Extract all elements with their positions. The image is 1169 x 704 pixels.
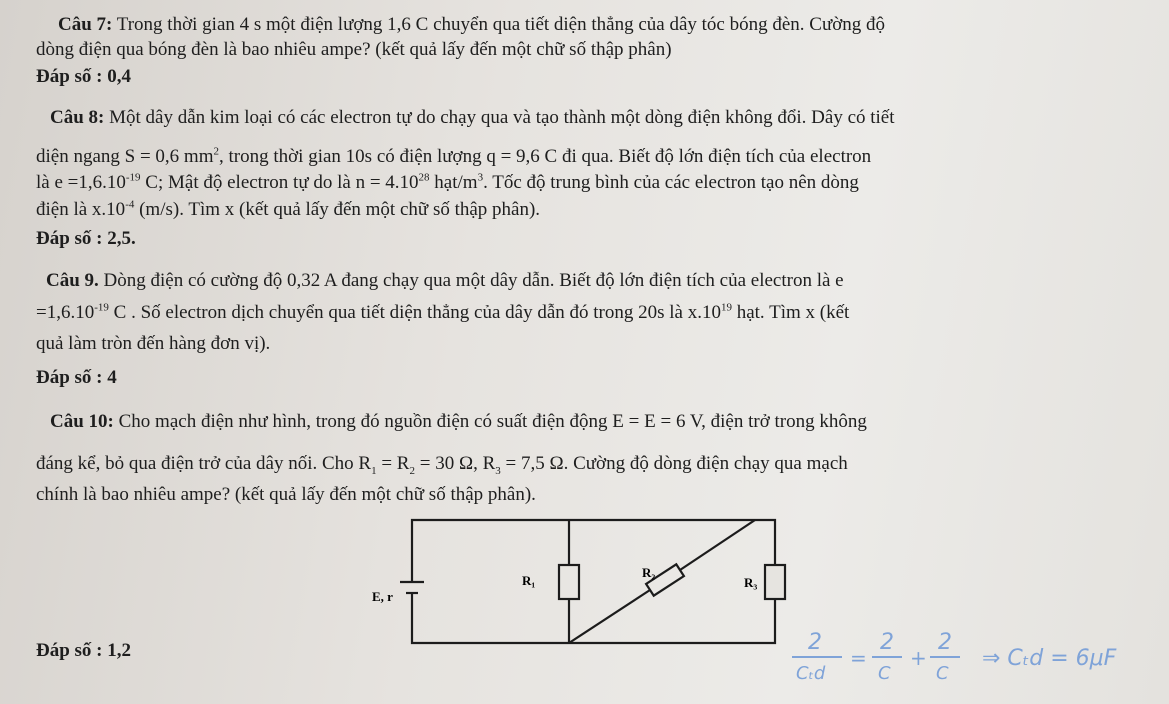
r2-wire-right (680, 520, 755, 570)
q8-line-1 (50, 107, 895, 129)
q7-text-1: Trong thời gian 4 s một điện lượng 1,6 C chuyển qua tiết diện thẳng của dây tóc bóng đèn. Cường độ (116, 14, 886, 35)
source-label: E, r (372, 589, 393, 604)
q8-label: Câu 8: (50, 107, 105, 128)
hand-den-1: Cₜd (796, 663, 826, 684)
q8-exp-e: -19 (125, 171, 141, 184)
q10-text-2d: = 7,5 Ω. Cường độ dòng điện chạy qua mạch (500, 453, 848, 474)
handwritten-notes (790, 625, 1169, 704)
q8-exp-v: -4 (125, 198, 135, 211)
circuit-wire-outer (412, 520, 775, 643)
r1-label: R₁ (522, 573, 536, 588)
q10-text-3: chính là bao nhiêu ampe? (kết quả lấy đến một chữ số thập phân). (36, 484, 536, 505)
q9-text-1: Dòng điện có cường độ 0,32 A đang chạy qua một dây dẫn. Biết độ lớn điện tích của electron là e (103, 270, 844, 291)
q8-text-4a: điện là x.10 (36, 199, 126, 220)
q8-line-3 (36, 172, 859, 194)
q9-answer: Đáp số : 4 (36, 367, 117, 388)
hand-num-2: 2 (880, 630, 894, 655)
q9-label: Câu 9. (46, 270, 99, 291)
q8-text-2a: diện ngang S = 0,6 mm (36, 146, 214, 167)
q7-text-2: dòng điện qua bóng đèn là bao nhiêu ampe? (kết quả lấy đến một chữ số thập phân) (36, 39, 672, 60)
r2-wire-left (569, 590, 650, 643)
q8-text-3c: hạt/m (429, 172, 478, 193)
q9-text-2c: hạt. Tìm x (kết (731, 302, 850, 323)
q10-sub-1: 1 (371, 464, 377, 477)
q9-line-2 (36, 302, 849, 324)
r3-label: R₃ (744, 575, 758, 590)
q10-line-1 (50, 411, 867, 433)
q7-label: Câu 7: (58, 14, 113, 35)
hand-den-3: C (936, 663, 949, 684)
q10-line-3 (36, 484, 536, 506)
circuit-diagram (360, 515, 800, 655)
q8-line-4 (36, 199, 540, 221)
hand-num-3: 2 (938, 630, 952, 655)
q10-text-1: Cho mạch điện như hình, trong đó nguồn điện có suất điện động E = E = 6 V, điện trở trong không (118, 411, 867, 432)
q9-exp-x: 19 (720, 301, 732, 314)
q8-exp-n: 28 (418, 171, 430, 184)
q7-line-2 (36, 39, 672, 61)
r1-resistor (559, 565, 579, 599)
q10-label: Câu 10: (50, 411, 114, 432)
hand-eq: = (850, 646, 867, 670)
q8-exp-m: 3 (477, 171, 484, 184)
hand-den-2: C (878, 663, 891, 684)
r3-resistor (765, 565, 785, 599)
q9-line-1 (46, 270, 844, 292)
q10-text-2b: = R (376, 453, 410, 474)
q8-exp-area: 2 (213, 145, 219, 158)
q8-text-3b: C; Mật độ electron tự do là n = 4.10 (140, 172, 419, 193)
q9-exp-e: -19 (94, 301, 109, 314)
q8-line-2 (36, 146, 871, 168)
q10-text-2a: đáng kể, bỏ qua điện trở của dây nối. Cho R (36, 453, 372, 474)
q9-line-3 (36, 333, 270, 355)
q8-text-3a: là e =1,6.10 (36, 172, 126, 193)
q8-text-1: Một dây dẫn kim loại có các electron tự do chạy qua và tạo thành một dòng điện không đổi. Dây có tiết (109, 107, 895, 128)
q10-answer: Đáp số : 1,2 (36, 640, 132, 661)
q9-text-2a: =1,6.10 (36, 302, 95, 323)
q8-text-2b: , trong thời gian 10s có điện lượng q = 9,6 C đi qua. Biết độ lớn điện tích của electron (219, 146, 872, 167)
q7-answer: Đáp số : 0,4 (36, 66, 132, 87)
hand-num-1: 2 (808, 630, 822, 655)
q7-line-1 (58, 14, 885, 36)
q9-text-2b: C . Số electron dịch chuyển qua tiết diện thẳng của dây dẫn đó trong 20s là x.10 (108, 302, 721, 323)
q8-answer: Đáp số : 2,5. (36, 228, 136, 249)
hand-plus: + (910, 646, 927, 670)
r2-label: R₂ (642, 565, 656, 580)
q10-line-2 (36, 453, 848, 475)
q10-text-2c: = 30 Ω, R (414, 453, 496, 474)
hand-result: ⇒ Cₜd = 6μF (982, 646, 1117, 671)
q9-text-3: quả làm tròn đến hàng đơn vị). (36, 333, 271, 354)
q10-sub-3: 3 (495, 464, 501, 477)
q8-text-4b: (m/s). Tìm x (kết quả lấy đến một chữ số thập phân). (134, 199, 541, 220)
q8-text-3d: . Tốc độ trung bình của các electron tạo nên dòng (483, 172, 859, 193)
q10-sub-2: 2 (409, 464, 415, 477)
